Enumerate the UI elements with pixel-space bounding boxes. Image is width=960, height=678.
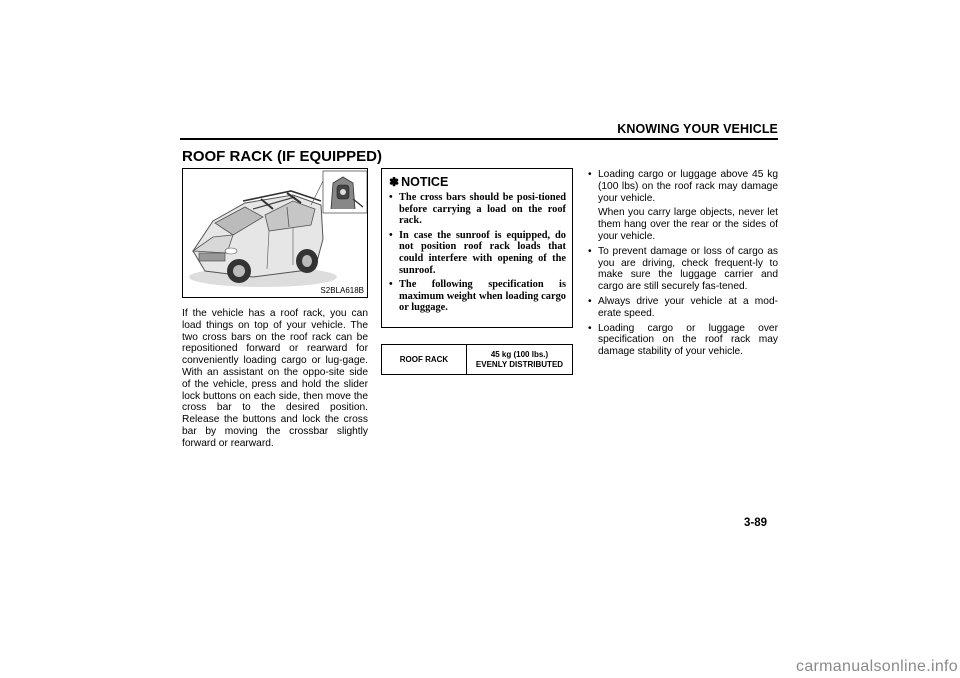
suv-illustration bbox=[183, 169, 368, 298]
notice-item: • The cross bars should be posi-tioned before carrying a load on the roof rack. bbox=[389, 192, 566, 227]
notice-item: • The following specification is maximum weight when loading cargo or luggage. bbox=[389, 279, 566, 314]
page-header bbox=[180, 122, 778, 140]
notice-list bbox=[389, 192, 566, 314]
spec-distribution: EVENLY DISTRIBUTED bbox=[475, 359, 564, 369]
roof-rack-illustration bbox=[182, 168, 368, 298]
notice-box bbox=[381, 168, 573, 328]
notice-heading bbox=[389, 175, 566, 189]
list-item: • Loading cargo or luggage over specification on the roof rack may damage stability of your vehicle. bbox=[588, 322, 778, 358]
body-paragraph: If the vehicle has a roof rack, you can load things on top of your vehicle. The two cross bars on the roof rack can be repositioned forward or rearward for conveniently loading cargo or lug-gage. With an assistant on the oppo-site side of the vehicle, press and hold the slider lock buttons on each side, then move the cross bar to the desired position. Release the buttons and lock the cross bar by moving the crossbar slightly forward or rearward. bbox=[182, 308, 368, 449]
notice-item: • In case the sunroof is equipped, do not position roof rack loads that could interfere with opening of the sunroof. bbox=[389, 229, 566, 276]
header-rule bbox=[180, 138, 778, 140]
spec-label: ROOF RACK bbox=[382, 345, 467, 374]
bullet: • bbox=[389, 229, 393, 241]
roof-rack-spec-table bbox=[381, 344, 573, 375]
bullet: • bbox=[588, 295, 592, 307]
bullet: • bbox=[588, 322, 592, 334]
notice-title: NOTICE bbox=[401, 175, 449, 189]
list-item-paragraph: When you carry large objects, never let them hang over the rear or the sides of your vehicle. bbox=[598, 207, 778, 242]
section-title: ROOF RACK (IF EQUIPPED) bbox=[182, 148, 383, 165]
figure-code: S2BLA618B bbox=[320, 286, 364, 295]
list-item: • Loading cargo or luggage above 45 kg (100 lbs) on the roof rack may damage your vehicle. When you carry large objects, never let them hang over the rear or the sides of your vehicle. bbox=[588, 169, 778, 242]
list-item: • Always drive your vehicle at a mod-erate speed. bbox=[588, 295, 778, 319]
list-item: • To prevent damage or loss of cargo as you are driving, check frequent-ly to make sure the luggage carrier and cargo are still securely fas-tened. bbox=[588, 245, 778, 293]
spec-value bbox=[467, 345, 572, 374]
bullet: • bbox=[389, 279, 393, 291]
page-number: 3-89 bbox=[744, 517, 768, 529]
notice-star-icon: ✽ bbox=[389, 175, 400, 189]
caution-list bbox=[588, 169, 778, 361]
watermark-link[interactable]: carmanualsonline.info bbox=[796, 658, 958, 675]
bullet: • bbox=[389, 192, 393, 203]
header-title: KNOWING YOUR VEHICLE bbox=[617, 122, 778, 136]
bullet: • bbox=[588, 169, 592, 180]
bullet: • bbox=[588, 245, 592, 257]
spec-weight: 45 kg (100 lbs.) bbox=[490, 349, 549, 359]
